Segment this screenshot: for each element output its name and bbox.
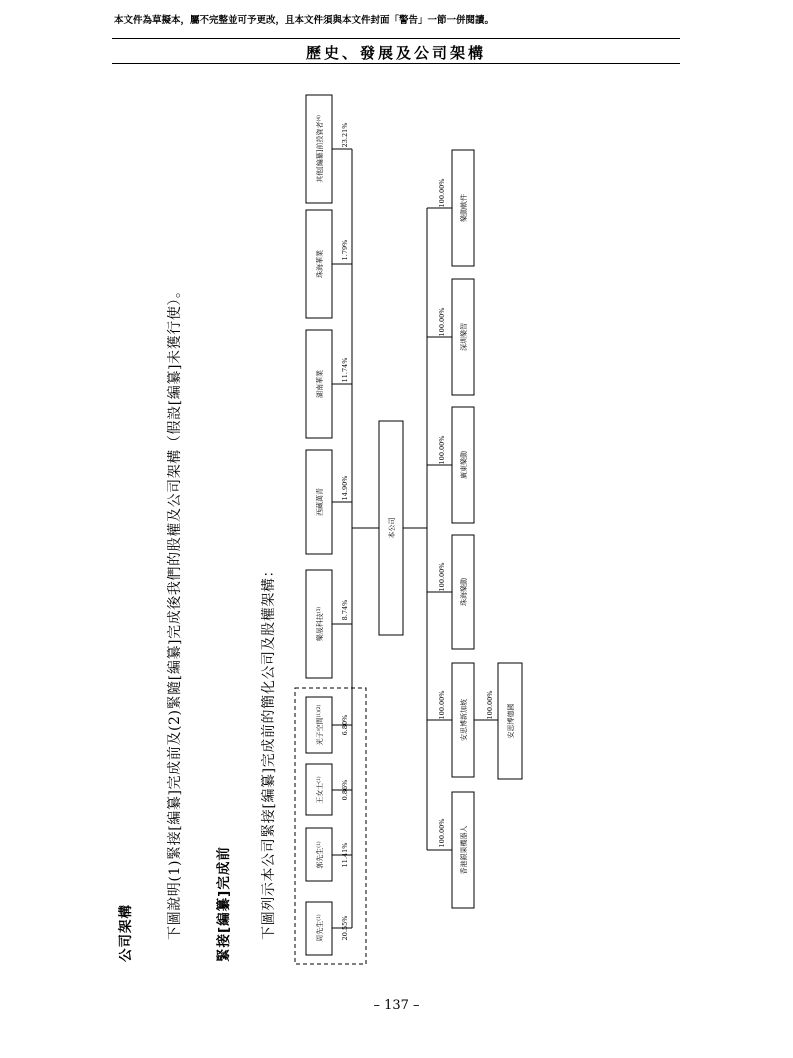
shareholder-connector-lines (332, 149, 379, 928)
shareholder-box-hunan-huaye (306, 330, 332, 438)
intro-paragraph: 下圖說明(1)緊接[編纂]完成前及(2)緊隨[編纂]完成後我們的股權及公司架構（假設[編纂]未獲行使）。 (167, 283, 183, 940)
shareholder-box-other-pre-investors (306, 95, 332, 203)
shareholder-pct-photon-space: 6.80% (341, 714, 349, 736)
before-completion-subheading: 緊接[編纂]完成前 (216, 846, 232, 962)
subsidiary-pct-zhuhai-ledong: 100.00% (438, 562, 446, 592)
shareholder-name-guo: 郭先生$^{(1)}$ (316, 841, 324, 869)
subsidiary-box-shenzhen-lezhi (452, 279, 474, 395)
subsidiary-name-singapore: 安思博新加坡 (460, 699, 468, 741)
subsidiary-pct-guangdong-ledong: 100.00% (438, 435, 446, 465)
subsidiary-box-zhuhai-ledong (452, 535, 474, 649)
shareholder-box-wang (306, 764, 332, 815)
subsidiary-name-ledong-software: 樂動軟件 (460, 194, 468, 222)
sub-subsidiary-name-germany: 安思博德國 (507, 703, 515, 739)
shareholder-note-marker: (1) (317, 914, 322, 921)
subsidiary-box-hk-robot (452, 792, 474, 908)
subsidiary-pct-ledong-software: 100.00% (438, 178, 446, 208)
shareholder-box-tibet-wanqing (306, 450, 332, 554)
shareholder-pct-other-pre-investors: 23.21% (341, 122, 349, 148)
shareholder-box-photon-space (306, 697, 332, 753)
subsidiary-box-ledong-software (452, 150, 474, 266)
subsidiary-box-guangdong-ledong (452, 407, 474, 523)
shareholder-name-tibet-wanqing: 西藏萬青 (316, 488, 324, 516)
shareholder-name-hunan-huaye: 湖南華業 (316, 370, 324, 398)
sub-subsidiary-pct-germany: 100.00% (486, 690, 494, 720)
shareholder-name-wang: 王女士$^{(1)}$ (316, 776, 324, 804)
subsidiary-pct-singapore: 100.00% (438, 690, 446, 720)
shareholder-name-zhou: 周先生$^{(1)}$ (316, 914, 324, 942)
shareholder-pct-guo: 11.41% (341, 842, 349, 868)
draft-warning-note: 本文件為草擬本，屬不完整並可予更改，且本文件須與本文件封面「警告」一節一併閱讀。 (114, 15, 495, 26)
subsidiary-connector-lines (403, 208, 498, 850)
company-box (379, 421, 403, 635)
shareholder-name-photon-space: 光子空間$^{(1)(2)}$ (316, 704, 324, 746)
shareholder-pct-zhou: 20.55% (341, 915, 349, 941)
shareholder-box-zhou (306, 902, 332, 955)
shareholder-pct-zhuhai-huaye: 1.79% (341, 239, 349, 261)
shareholder-note-marker: (1)(2) (317, 704, 322, 718)
subsidiary-pct-hk-robot: 100.00% (438, 818, 446, 848)
shareholder-pct-wang: 0.86% (341, 779, 349, 801)
subsidiary-name-guangdong-ledong: 廣東樂動 (460, 451, 468, 479)
subsidiary-box-singapore (452, 663, 474, 777)
shareholder-note-marker: (3) (317, 606, 322, 614)
subsidiary-pct-shenzhen-lezhi: 100.00% (438, 307, 446, 337)
subsidiary-name-shenzhen-lezhi: 深圳樂智 (460, 323, 468, 351)
shareholder-box-lesheng-tech (306, 570, 332, 678)
shareholder-pct-hunan-huaye: 11.74% (341, 357, 349, 383)
shareholder-name-other-pre-investors: 其他[編纂]前投資者$^{(4)}$ (316, 115, 324, 183)
subsidiary-name-zhuhai-ledong: 珠海樂動 (460, 578, 468, 606)
page-number: – 137 – (373, 998, 420, 1013)
corporate-structure-heading: 公司架構 (118, 904, 134, 962)
sub-subsidiary-box-germany (498, 663, 522, 779)
shareholder-note-marker: (4) (317, 115, 322, 122)
section-title: 歷史、發展及公司架構 (305, 44, 486, 62)
subsidiary-name-hk-robot: 香港銀果機器人 (460, 825, 468, 875)
shareholder-note-marker: (1) (317, 776, 322, 783)
chart-intro-text: 下圖列示本公司緊接[編纂]完成前的簡化公司及股權架構： (261, 562, 277, 940)
shareholder-pct-tibet-wanqing: 14.90% (341, 475, 349, 501)
shareholder-pct-lesheng-tech: 8.74% (341, 599, 349, 621)
shareholder-box-guo (306, 828, 332, 881)
shareholder-name-zhuhai-huaye: 珠海華業 (316, 250, 324, 278)
shareholder-note-marker: (1) (317, 841, 322, 848)
shareholder-name-lesheng-tech: 樂晟科技$^{(3)}$ (316, 606, 324, 642)
company-name: 本公司 (388, 517, 396, 539)
shareholder-box-zhuhai-huaye (306, 210, 332, 318)
